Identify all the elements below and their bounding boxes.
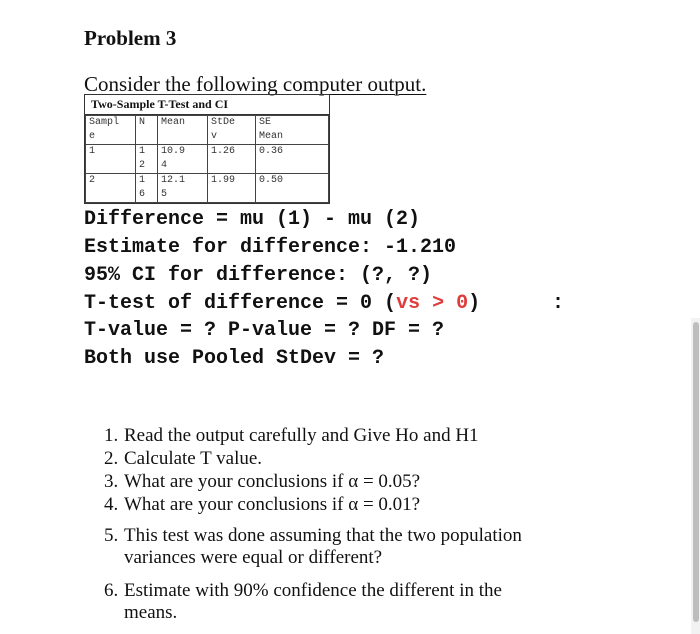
table-cell bbox=[208, 188, 256, 203]
table-cell bbox=[208, 159, 256, 174]
table-cell: 10.9 bbox=[158, 145, 208, 160]
question-item bbox=[104, 471, 420, 493]
table-cell: 0.50 bbox=[256, 174, 329, 189]
question-number: 5. bbox=[104, 525, 119, 546]
ttest-alternative: vs > 0 bbox=[396, 292, 469, 315]
table-cell: 2 bbox=[136, 159, 158, 174]
intro-text: Consider the following computer output. bbox=[84, 72, 427, 96]
header-cell: v bbox=[208, 130, 256, 145]
header-cell bbox=[136, 130, 158, 145]
table-cell bbox=[86, 159, 136, 174]
question-number: 6. bbox=[104, 580, 119, 601]
table-cell: 6 bbox=[136, 188, 158, 203]
question-item bbox=[104, 525, 522, 569]
ttest-line bbox=[84, 292, 480, 315]
question-item bbox=[104, 448, 262, 470]
table-row-sample-1-top bbox=[86, 145, 329, 160]
question-number: 1. bbox=[104, 425, 119, 446]
ttest-suffix: ) bbox=[468, 292, 481, 315]
header-cell: SE bbox=[256, 116, 329, 131]
ci-line: 95% CI for difference: (?, ?) bbox=[84, 264, 433, 287]
question-item bbox=[104, 494, 420, 516]
header-cell bbox=[158, 130, 208, 145]
header-cell: Sampl bbox=[86, 116, 136, 131]
table-cell: 2 bbox=[86, 174, 136, 189]
question-text: What are your conclusions if α = 0.05? bbox=[124, 471, 421, 492]
table-cell bbox=[86, 188, 136, 203]
table-row-sample-2-bottom bbox=[86, 188, 329, 203]
table-cell: 0.36 bbox=[256, 145, 329, 160]
table-cell: 4 bbox=[158, 159, 208, 174]
header-cell: N bbox=[136, 116, 158, 131]
question-item bbox=[104, 425, 479, 447]
estimate-line: Estimate for difference: -1.210 bbox=[84, 236, 457, 259]
question-number: 3. bbox=[104, 471, 119, 492]
question-text: This test was done assuming that the two population bbox=[124, 525, 522, 546]
header-cell: Mean bbox=[256, 130, 329, 145]
table-cell bbox=[256, 188, 329, 203]
ttest-colon: : bbox=[552, 292, 565, 315]
table-cell: 1 bbox=[136, 145, 158, 160]
table-cell: 12.1 bbox=[158, 174, 208, 189]
table-cell: 1 bbox=[86, 145, 136, 160]
question-text: Read the output carefully and Give Ho and H1 bbox=[124, 425, 479, 446]
question-item bbox=[104, 580, 502, 624]
question-text: Calculate T value. bbox=[124, 448, 263, 469]
problem-title: Problem 3 bbox=[84, 26, 177, 50]
ttest-prefix: T-test of difference = 0 ( bbox=[84, 292, 397, 315]
header-cell: StDe bbox=[208, 116, 256, 131]
question-number: 4. bbox=[104, 494, 119, 515]
table-header-row-bottom bbox=[86, 130, 329, 145]
table-cell: 1.26 bbox=[208, 145, 256, 160]
question-text: Estimate with 90% confidence the different in the bbox=[124, 580, 502, 601]
table-caption: Two-Sample T-Test and CI bbox=[85, 95, 329, 115]
table-cell: 1.99 bbox=[208, 174, 256, 189]
question-number: 2. bbox=[104, 448, 119, 469]
two-sample-output-table bbox=[84, 94, 330, 204]
header-cell: e bbox=[86, 130, 136, 145]
question-text-continued: means. bbox=[124, 602, 178, 623]
table-row-sample-1-bottom bbox=[86, 159, 329, 174]
tvalue-line: T-value = ? P-value = ? DF = ? bbox=[84, 319, 445, 342]
question-text: What are your conclusions if α = 0.01? bbox=[124, 494, 421, 515]
table-header-row-top bbox=[86, 116, 329, 131]
question-text-continued: variances were equal or different? bbox=[124, 547, 383, 568]
table-row-sample-2-top bbox=[86, 174, 329, 189]
table-cell bbox=[256, 159, 329, 174]
difference-line: Difference = mu (1) - mu (2) bbox=[84, 208, 421, 231]
header-cell: Mean bbox=[158, 116, 208, 131]
pooled-stdev-line: Both use Pooled StDev = ? bbox=[84, 347, 385, 370]
scrollbar-thumb[interactable] bbox=[693, 322, 699, 622]
table-cell: 1 bbox=[136, 174, 158, 189]
table-cell: 5 bbox=[158, 188, 208, 203]
